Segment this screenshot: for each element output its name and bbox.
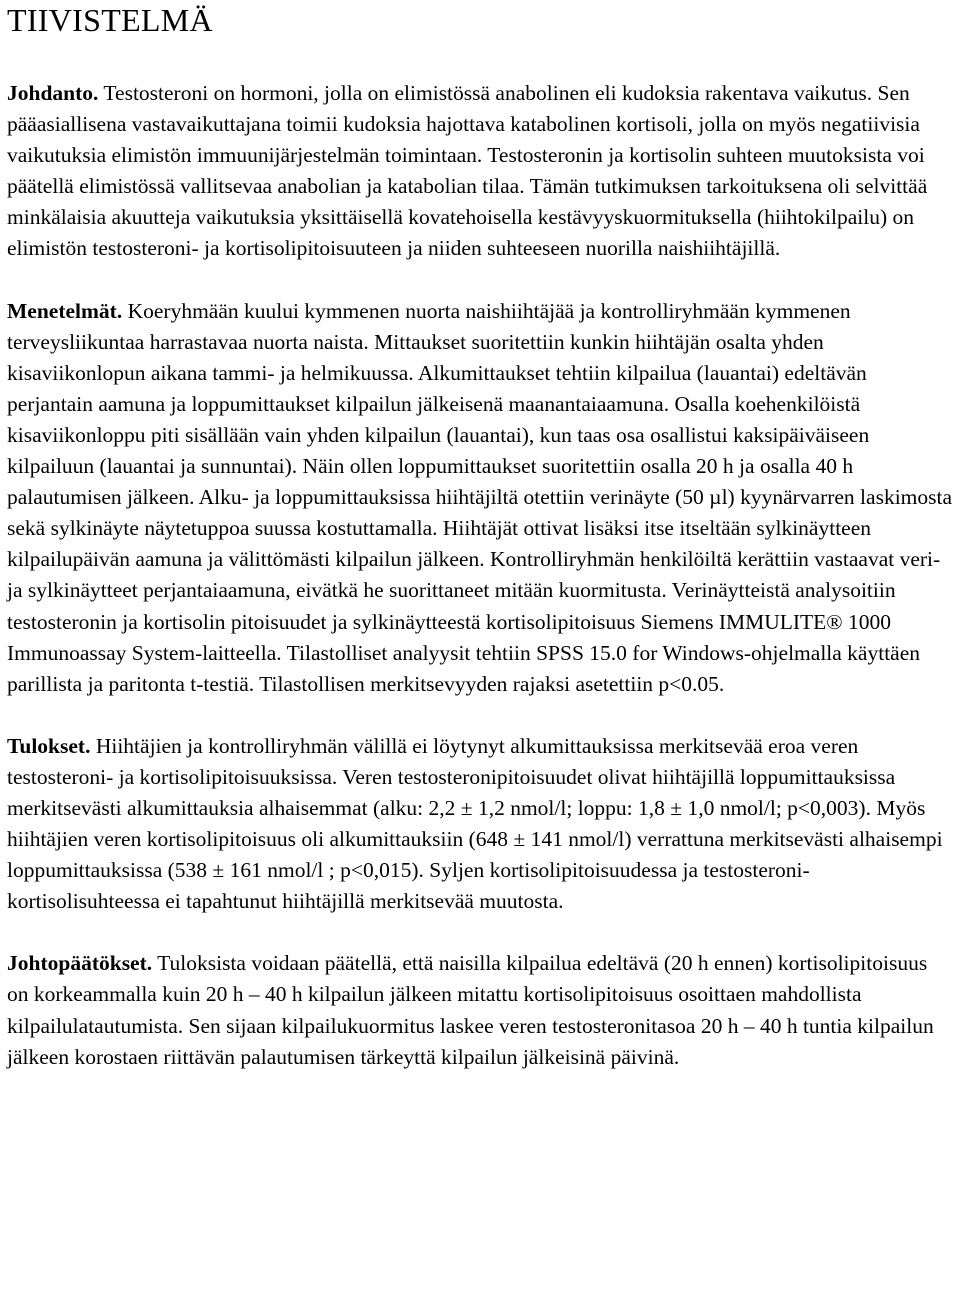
conclusions-paragraph — [7, 948, 953, 1072]
results-paragraph — [7, 731, 953, 918]
abstract-title: TIIVISTELMÄ — [7, 2, 213, 38]
section-heading-introduction: Johdanto. — [7, 81, 99, 105]
document-page — [0, 2, 960, 1295]
introduction-text: Testosteroni on hormoni, jolla on elimistössä anabolinen eli kudoksia rakentava vaikutus. Sen pääasiallisena vastavaikuttajana toimii kudoksia hajottava katabolinen kortisoli, jolla on myös negatiivisia vaikutuksia elimistön immuunijärjestelmän toimintaan. Testosteronin ja kortisolin suhteen muutoksista voi päätellä elimistössä vallitsevaa anabolian ja katabolian tilaa. Tämän tutkimuksen tarkoituksena oli selvittää minkälaisia akuutteja vaikutuksia yksittäisellä kovatehoisella kestävyyskuormituksella (hiihtokilpailu) on elimistön testosteroni- ja kortisolipitoisuuteen ja niiden suhteeseen nuorilla naishiihtäjillä. — [7, 81, 928, 261]
introduction-paragraph — [7, 78, 953, 265]
section-heading-conclusions: Johtopäätökset. — [7, 951, 153, 976]
methods-paragraph — [7, 296, 953, 700]
conclusions-text: Tuloksista voidaan päätellä, että naisilla kilpailua edeltävä (20 h ennen) kortisolipitoisuus on korkeammalla kuin 20 h – 40 h kilpailun jälkeen mitattu kortisolipitoisuus osoittaen mahdollista kilpailulatautumista. Sen sijaan kilpailukuormitus laskee veren testosteronitasoa 20 h – 40 h tuntia kilpailun jälkeen korostaen riittävän palautumisen tärkeyttä kilpailun jälkeisinä päivinä. — [7, 951, 934, 1069]
methods-text: Koeryhmään kuului kymmenen nuorta naishiihtäjää ja kontrolliryhmään kymmenen terveysliikuntaa harrastavaa nuorta naista. Mittaukset suoritettiin kunkin hiihtäjän osalta yhden kisaviikonlopun aikana tammi- ja helmikuussa. Alkumittaukset tehtiin kilpailua (lauantai) edeltävän perjantain aamuna ja loppumittaukset kilpailun jälkeisenä maanantaiaamuna. Osalla koehenkilöistä kisaviikonloppu piti sisällään vain yhden kilpailun (lauantai), kun taas osa osallistui kaksipäiväiseen kilpailuun (lauantai ja sunnuntai). Näin ollen loppumittaukset suoritettiin osalla 20 h ja osalla 40 h palautumisen jälkeen. Alku- ja loppumittauksissa hiihtäjiltä otettiin verinäyte (50 µl) kyynärvarren laskimosta sekä sylkinäyte näytetuppoa suussa kostuttamalla. Hiihtäjät ottivat lisäksi itse itseltään sylkinäytteen kilpailupäivän aamuna ja välittömästi kilpailun jälkeen. Kontrolliryhmän henkilöiltä kerättiin vastaavat veri- ja sylkinäytteet perjantaiaamuna, eivätkä he suorittaneet mitään kuormitusta. Verinäytteistä analysoitiin testosteronin ja kortisolin pitoisuudet ja sylkinäytteestä kortisolipitoisuus Siemens IMMULITE® 1000 Immunoassay System-laitteella. Tilastolliset analyysit tehtiin SPSS 15.0 for Windows-ohjelmalla käyttäen parillista ja paritonta t-testiä. Tilastollisen merkitsevyyden rajaksi asetettiin p<0.05. — [7, 298, 953, 696]
results-text: Hiihtäjien ja kontrolliryhmän välillä ei löytynyt alkumittauksissa merkitsevää eroa veren testosteroni- ja kortisolipitoisuuksissa. Veren testosteronipitoisuudet olivat hiihtäjillä loppumittauksissa merkitsevästi alkumittauksia alhaisemmat (alku: 2,2 ± 1,2 nmol/l; loppu: 1,8 ± 1,0 nmol/l; p<0,003). Myös hiihtäjien veren kortisolipitoisuus oli alkumittauksiin (648 ± 141 nmol/l) verrattuna merkitsevästi alhaisempi loppumittauksissa (538 ± 161 nmol/l ; p<0,015). Syljen kortisolipitoisuudessa ja testosteroni-kortisolisuhteessa ei tapahtunut hiihtäjillä merkitsevää muutosta. — [7, 733, 943, 914]
section-heading-methods: Menetelmät. — [7, 298, 123, 323]
section-heading-results: Tulokset. — [7, 733, 91, 758]
